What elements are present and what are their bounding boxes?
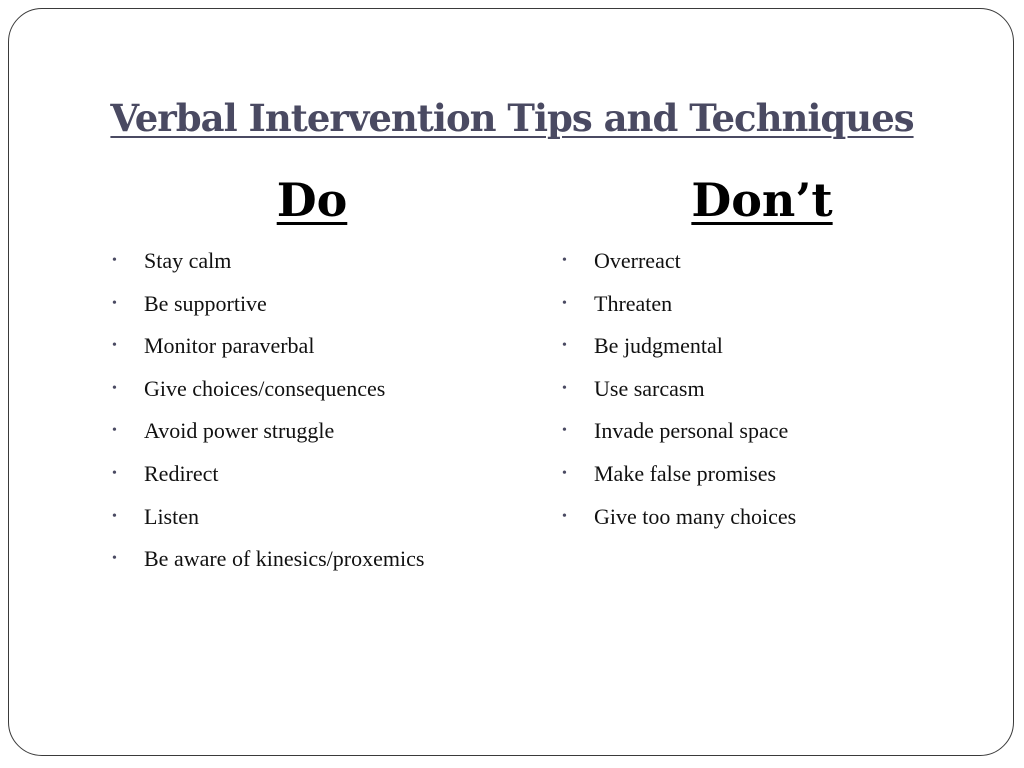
bullet-icon: • [112, 380, 117, 396]
bullet-icon: • [112, 465, 117, 481]
bullet-icon: • [562, 338, 567, 354]
dont-item-text: Invade personal space [594, 418, 789, 444]
do-item-text: Avoid power struggle [144, 418, 335, 444]
dont-list-item [562, 368, 1002, 411]
do-list-item [112, 538, 552, 581]
bullet-icon: • [562, 465, 567, 481]
dont-list-item [562, 240, 1002, 283]
dont-list-item [562, 453, 1002, 496]
do-list-item [112, 410, 552, 453]
dont-item-text: Give too many choices [594, 503, 797, 529]
slide-title: Verbal Intervention Tips and Techniques [110, 96, 914, 140]
bullet-icon: • [112, 338, 117, 354]
dont-list-item [562, 496, 1002, 539]
dont-item-text: Threaten [594, 290, 673, 316]
bullet-icon: • [112, 508, 117, 524]
bullet-icon: • [112, 295, 117, 311]
bullet-icon: • [112, 551, 117, 567]
dont-list-item [562, 410, 1002, 453]
do-list-item [112, 368, 552, 411]
dont-item-text: Be judgmental [594, 333, 723, 359]
do-item-text: Give choices/consequences [144, 375, 386, 401]
do-item-text: Redirect [144, 460, 219, 486]
bullet-icon: • [562, 380, 567, 396]
do-item-text: Stay calm [144, 248, 232, 273]
bullet-icon: • [112, 253, 117, 268]
dont-item-text: Overreact [594, 248, 681, 273]
dont-item-text: Make false promises [594, 460, 777, 486]
do-item-text: Be supportive [144, 290, 267, 316]
do-list-item [112, 240, 552, 283]
bullet-icon: • [562, 295, 567, 311]
bullet-icon: • [112, 423, 117, 439]
bullet-icon: • [562, 253, 567, 268]
dont-column-heading: Don’t [691, 173, 833, 227]
dont-list-item [562, 283, 1002, 326]
dont-item-text: Use sarcasm [594, 375, 705, 401]
bullet-icon: • [562, 508, 567, 524]
dont-list-item [562, 325, 1002, 368]
do-list-item [112, 496, 552, 539]
bullet-icon: • [562, 423, 567, 439]
do-list-item [112, 325, 552, 368]
do-list [112, 240, 552, 581]
do-column-heading: Do [276, 173, 348, 227]
do-list-item [112, 283, 552, 326]
do-list-item [112, 453, 552, 496]
do-item-text: Monitor paraverbal [144, 333, 315, 359]
do-item-text: Listen [144, 503, 199, 529]
do-item-text: Be aware of kinesics/proxemics [144, 546, 425, 572]
dont-list [562, 240, 1002, 538]
